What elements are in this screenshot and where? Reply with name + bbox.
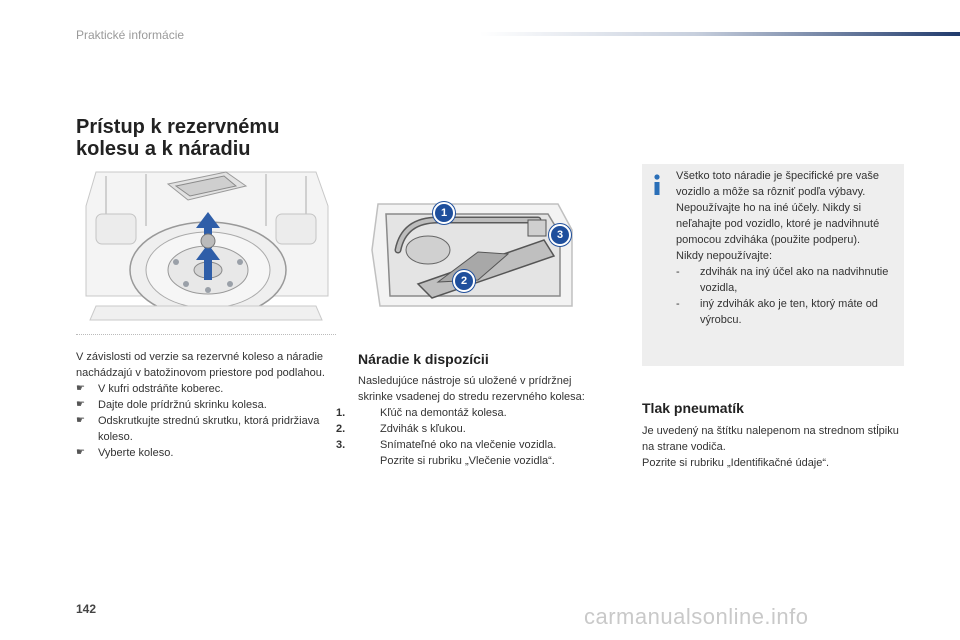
info-text (676, 168, 898, 328)
page-title-line2: kolesu a k náradiu (76, 138, 251, 160)
image-divider (76, 334, 336, 337)
tire-text: Je uvedený na štítku nalepenom na strednom stĺpiku na strane vodiča. (642, 425, 899, 453)
left-steps-list (76, 381, 326, 461)
info-never-use: Nikdy nepoužívajte: (676, 250, 772, 262)
callout-2: 2 (453, 270, 475, 292)
list-item: 1. Kľúč na demontáž kolesa. (336, 407, 507, 419)
info-list (676, 264, 898, 328)
list-item: ☛ V kufri odstráňte koberec. (76, 383, 224, 395)
list-item: 2. Zdvihák s kľukou. (336, 423, 466, 435)
info-box (642, 164, 904, 366)
tools-intro: Nasledujúce nástroje sú uložené v prídržnej skrinke vsadenej do stredu rezervného kolesa: (358, 375, 585, 403)
section-header: Praktické informácie (76, 28, 185, 42)
tools-illustration (358, 190, 594, 320)
header-divider (480, 32, 960, 36)
tools-column (336, 373, 608, 469)
page-number: 142 (76, 602, 97, 616)
watermark: carmanualsonline.info (584, 604, 809, 629)
tire-column (642, 423, 904, 471)
list-item: ☛ Dajte dole prídržnú skrinku kolesa. (76, 399, 267, 411)
list-item: - iný zdvihák ako je ten, ktorý máte od výrobcu. (676, 298, 878, 326)
list-item: ☛ Vyberte koleso. (76, 447, 174, 459)
pointer-hand-icon: ☛ (76, 383, 85, 394)
info-icon (650, 174, 664, 196)
left-intro: V závislosti od verzie sa rezervné koleso a náradie nachádzajú v batožinovom priestore pod podlahou. (76, 351, 325, 379)
pointer-hand-icon: ☛ (76, 447, 85, 458)
tools-reference: Pozrite si rubriku „Vlečenie vozidla“. (380, 455, 555, 467)
info-paragraph: Všetko toto náradie je špecifické pre vaše vozidlo a môže sa rôzniť podľa výbavy. Nepoužívajte ho na iné účely. Nikdy si neľahajte pod vozidlo, ktoré je nadvihnuté pomocou zdviháka (použite podperu). (676, 170, 880, 246)
tire-reference: Pozrite si rubriku „Identifikačné údaje“. (642, 457, 830, 469)
list-item: - zdvihák na iný účel ako na nadvihnutie vozidla, (676, 266, 889, 294)
callout-1: 1 (433, 202, 455, 224)
page-title (76, 116, 279, 160)
list-item: 3. Snímateľné oko na vlečenie vozidla. (336, 439, 557, 451)
callout-3: 3 (549, 224, 571, 246)
tire-section-title: Tlak pneumatík (642, 400, 744, 416)
tools-section-title: Náradie k dispozícii (358, 351, 489, 367)
page-title-line1: Prístup k rezervnému (76, 116, 280, 138)
list-item: ☛ Odskrutkujte strednú skrutku, ktorá pridržiava koleso. (76, 415, 320, 443)
pointer-hand-icon: ☛ (76, 399, 85, 410)
spare-wheel-illustration (76, 166, 336, 332)
left-column (76, 349, 326, 461)
pointer-hand-icon: ☛ (76, 415, 85, 426)
